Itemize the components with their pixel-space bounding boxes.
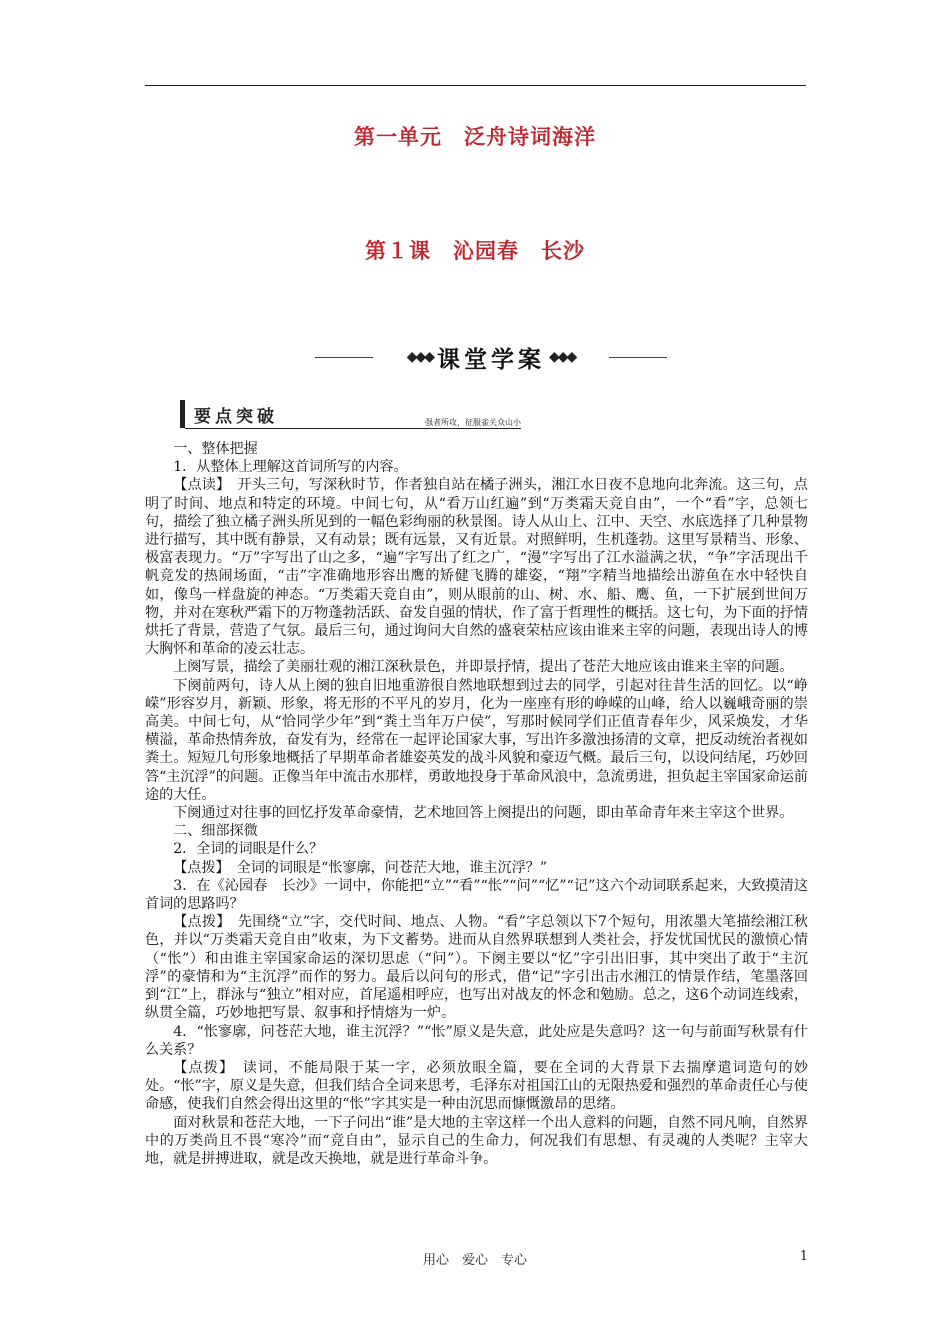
footer-slogan: 用心 爱心 专心 — [422, 1253, 527, 1268]
header-rule — [145, 85, 806, 86]
paragraph: 2．全词的词眼是什么？ — [173, 841, 324, 858]
section-underline — [185, 428, 521, 429]
diamond-ornament-icon: ◆◆◆ — [406, 349, 433, 365]
paragraph: 一、整体把握 — [173, 441, 258, 457]
paragraph: 【点拨】 先围绕“立”字，交代时间、地点、人物。“看”字总领以下7个短句，用浓墨大笔描绘湘江秋色，并以“万类霜天竞自由”收束，为下文蓄势。进而从自然界联想到人类社会，抒发忧国忧民的激愤心情（“怅”）和由谁主宰国家命运的深切思虑（“问”）。下阕主要以“忆”字引出旧事，其中突出了敢于“主沉浮”的豪情和为“主沉浮”而作的努力。最后以问句的形式，借“记”字引出击水湘江的情景作结，笔墨落回到“江”上，群泳与“独立”相对应，首尾遥相呼应，也写出对战友的怀念和勉励。总之，这6个动词连线索，纵贯全篇，巧妙地把写景、叙事和抒情熔为一炉。 — [145, 914, 808, 1022]
section-header — [180, 400, 521, 430]
section-header-bar — [180, 400, 185, 428]
banner-line-right — [609, 357, 667, 358]
paragraph: 1．从整体上理解这首词所写的内容。 — [173, 459, 408, 476]
banner-label: 课堂学案 — [437, 346, 545, 373]
section-banner — [315, 338, 667, 376]
section-name: 要点突破 — [194, 407, 278, 427]
diamond-ornament-icon: ◆◆◆ — [549, 349, 576, 365]
paragraph: 【点拨】 全词的词眼是“怅寥廓，问苍茫大地，谁主沉浮？” — [173, 859, 547, 876]
section-motto: 强者所攻，征服雀关众山小 — [425, 418, 521, 427]
paragraph: 下阕通过对往事的回忆抒发革命豪情，艺术地回答上阕提出的问题，即由革命青年来主宰这个世界。 — [173, 805, 794, 822]
page-number: 1 — [799, 1249, 808, 1264]
paragraph: 上阕写景，描绘了美丽壮观的湘江深秋景色，并即景抒情，提出了苍茫大地应该由谁来主宰的问题。 — [173, 659, 794, 676]
paragraph: 二、细部探微 — [173, 823, 258, 840]
paragraph: 3．在《沁园春 长沙》一词中，你能把“立”“看”“怅”“问”“忆”“记”这六个动词联系起来，大致摸清这首词的思路吗？ — [145, 877, 808, 913]
paragraph: 【点读】 开头三句，写深秋时节，作者独自站在橘子洲头，湘江水日夜不息地向北奔流。这三句，点明了时间、地点和特定的环境。中间七句，从“看万山红遍”到“万类霜天竞自由”，一个“看”字，总领七句，描绘了独立橘子洲头所见到的一幅色彩绚丽的秋景图。诗人从山上、江中、天空、水底选择了几种景物进行描写，其中既有静景，又有动景；既有远景，又有近景。对照鲜明，生机蓬勃。这里写景精当、形象、极富表现力。“万”字写出了山之多，“遍”字写出了红之广，“漫”字写出了江水溢满之状，“争”字活现出千帆竞发的热闹场面，“击”字准确地形容出鹰的矫健飞腾的雄姿，“翔”字精当地描绘出游鱼在水中轻快自如，像鸟一样盘旋的神态。“万类霜天竞自由”，则从眼前的山、树、水、船、鹰、鱼，一下扩展到世间万物，并对在寒秋严霜下的万物蓬勃活跃、奋发自强的情状，作了富于哲理性的概括。这七句，为下面的抒情烘托了背景，营造了气氛。最后三句，通过询问大自然的盛衰荣枯应该由谁来主宰的问题，表现出诗人的博大胸怀和革命的凌云壮志。 — [145, 477, 808, 658]
paragraph: 4．“怅寥廓，问苍茫大地，谁主沉浮？”“怅”原义是失意，此处应是失意吗？这一句与前面写秋景有什么关系？ — [145, 1023, 808, 1058]
lesson-title: 第１课 沁园春 长沙 — [365, 238, 585, 263]
paragraph: 下阕前两句，诗人从上阕的独自旧地重游很自然地联想到过去的同学，引起对往昔生活的回忆。以“峥嵘”形容岁月，新颖、形象，将无形的不平凡的岁月，化为一座座有形的峥嵘的山峰，给人以巍峨奇丽的崇高美。中间七句，从“恰同学少年”到“粪土当年万户侯”，写那时候同学们正值青春年少，风采焕发，才华横溢，革命热情奔放，奋发有为，经常在一起评论国家大事，写出许多激浊扬清的文章，把反动统治者视如粪土。短短几句形象地概括了早期革命者雄姿英发的战斗风貌和豪迈气概。最后三句，以设问结尾，巧妙回答“主沉浮”的问题。正像当年中流击水那样，勇敢地投身于革命风浪中，急流勇进，担负起主宰国家命运前途的大任。 — [145, 677, 808, 803]
article-body — [145, 440, 808, 1168]
banner-line-left — [315, 357, 373, 358]
paragraph: 面对秋景和苍茫大地，一下子问出“谁”是大地的主宰这样一个出人意料的问题，自然不同凡响，自然界中的万类尚且不畏“寒冷”而“竞自由”，显示自己的生命力，何况我们有思想、有灵魂的人类呢？主宰大地，就是拼搏进取，就是改天换地，就是进行革命斗争。 — [145, 1114, 808, 1167]
paragraph: 【点拨】 读词，不能局限于某一字，必须放眼全篇，要在全词的大背景下去揣摩遣词造句的妙处。“怅”字，原义是失意，但我们结合全词来思考，毛泽东对祖国江山的无限热爱和强烈的革命责任心与使命感，使我们自然会得出这里的“怅”字其实是一种由沉思而慷慨激昂的思绪。 — [145, 1059, 808, 1113]
unit-title: 第一单元 泛舟诗词海洋 — [354, 124, 596, 149]
